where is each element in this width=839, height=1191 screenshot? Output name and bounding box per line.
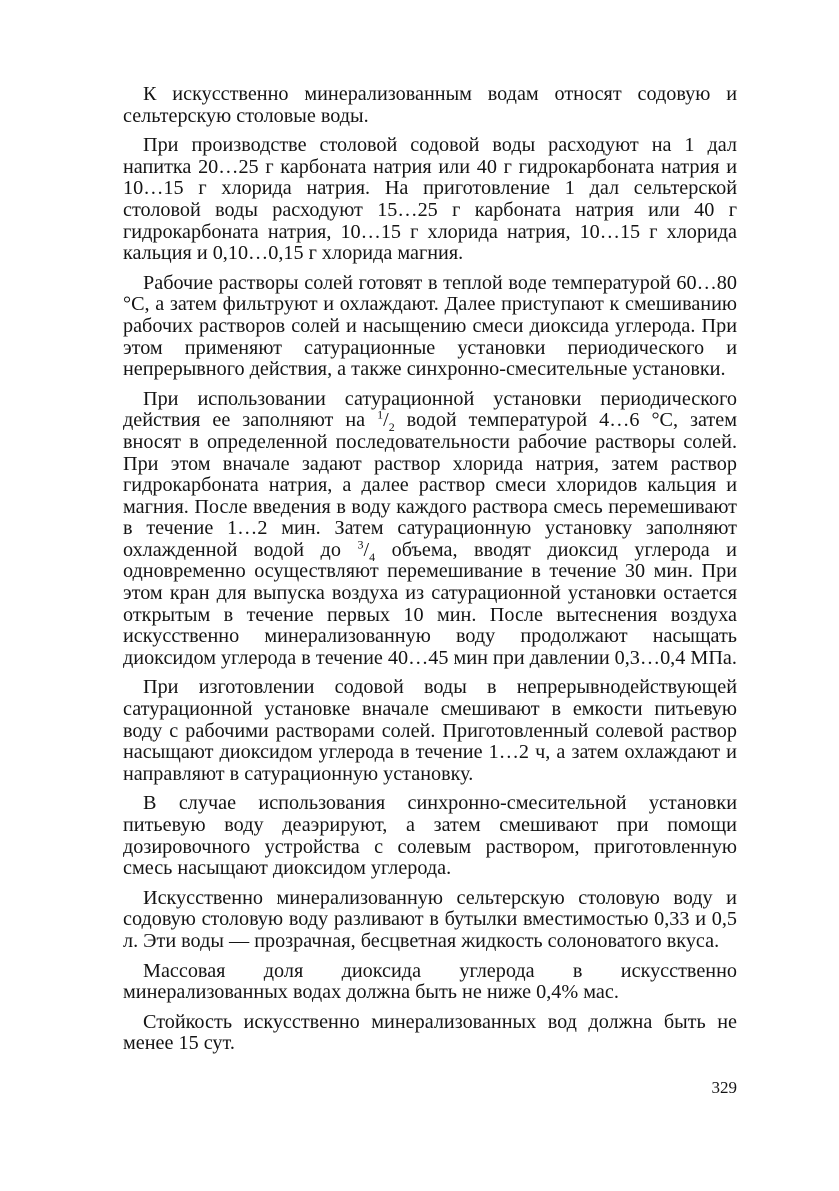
paragraph-4-part-2: водой температурой 4…6 °С, затем вносят в определенной последовательности рабочие растворы солей. При этом вначале задают раствор хлорида натрия, затем раствор гидрокарбоната натрия, а далее раствор смеси хлоридов кальция и магния. После введения в воду каждого раствора смесь перемешивают в течение 1…2 мин. Затем сатурационную установку заполняют охлажденной водой до [123,409,737,561]
paragraph-8: Массовая доля диоксида углерода в искусственно минерализованных водах должна быть не ниже 0,4% мас. [123,959,737,1004]
paragraph-4-part-3: объема, вводят диоксид углерода и одновременно осуществляют перемешивание в течение 30 мин. При этом кран для выпуска воздуха из сатурационной установки остается открытым в течение первых 10 мин. После вытеснения воздуха искусственно минерализованную воду продолжают насыщать диоксидом углерода в течение 40…45 мин при давлении 0,3…0,4 МПа. [123,538,737,669]
page-text [123,84,737,1063]
fraction-numerator: 3 [357,537,364,552]
paragraph-3: Рабочие растворы солей готовят в теплой воде температурой 60…80 °С, а затем фильтруют и охлаждают. Далее приступают к смешиванию рабочих растворов солей и насыщению смеси диоксида углерода. При этом применяют сатурационные установки периодического и непрерывного действия, а также синхронно-смесительные установки. [123,271,737,381]
fraction-denominator: 4 [369,549,376,564]
page-number: 329 [711,1078,737,1097]
fraction-numerator: 1 [377,407,384,422]
paragraph-5: При изготовлении содовой воды в непрерывнодействующей сатурационной установке вначале смешивают в емкости питьевую воду с рабочими растворами солей. Приготовленный солевой раствор насыщают диоксидом углерода в течение 1…2 ч, а затем охлаждают и направляют в сатурационную установку. [123,676,737,785]
fraction-denominator: 2 [388,420,395,435]
paragraph-4 [123,389,737,670]
paragraph-2: При производстве столовой содовой воды расходуют на 1 дал напитка 20…25 г карбоната натрия или 40 г гидрокарбоната натрия и 10…15 г хлорида натрия. На приготовление 1 дал сельтерской столовой воды расходуют 15…25 г карбоната натрия или 40 г гидрокарбоната натрия, 10…15 г хлорида натрия, 10…15 г хлорида кальция и 0,10…0,15 г хлорида магния. [123,134,737,265]
fraction-three-quarters: $^3/_4$ [357,537,376,564]
paragraph-6: В случае использования синхронно-смесительной установки питьевую воду деаэрируют, а затем смешивают при помощи дозировочного устройства с солевым раствором, приготовленную смесь насыщают диоксидом углерода. [123,792,737,880]
paragraph-1: К искусственно минерализованным водам относят содовую и сельтерскую столовые воды. [123,83,737,127]
fraction-one-half: $^1/_2$ [377,407,395,435]
paragraph-7: Искусственно минерализованную сельтерскую столовую воду и содовую столовую воду разливают в бутылки вместимостью 0,33 и 0,5 л. Эти воды — прозрачная, бесцветная жидкость солоноватого вкуса. [123,886,737,952]
paragraph-9: Стойкость искусственно минерализованных вод должна быть не менее 15 сут. [123,1010,737,1055]
paragraph-4-part-1: При использовании сатурационной установки периодического действия ее заполняют на [123,387,737,432]
